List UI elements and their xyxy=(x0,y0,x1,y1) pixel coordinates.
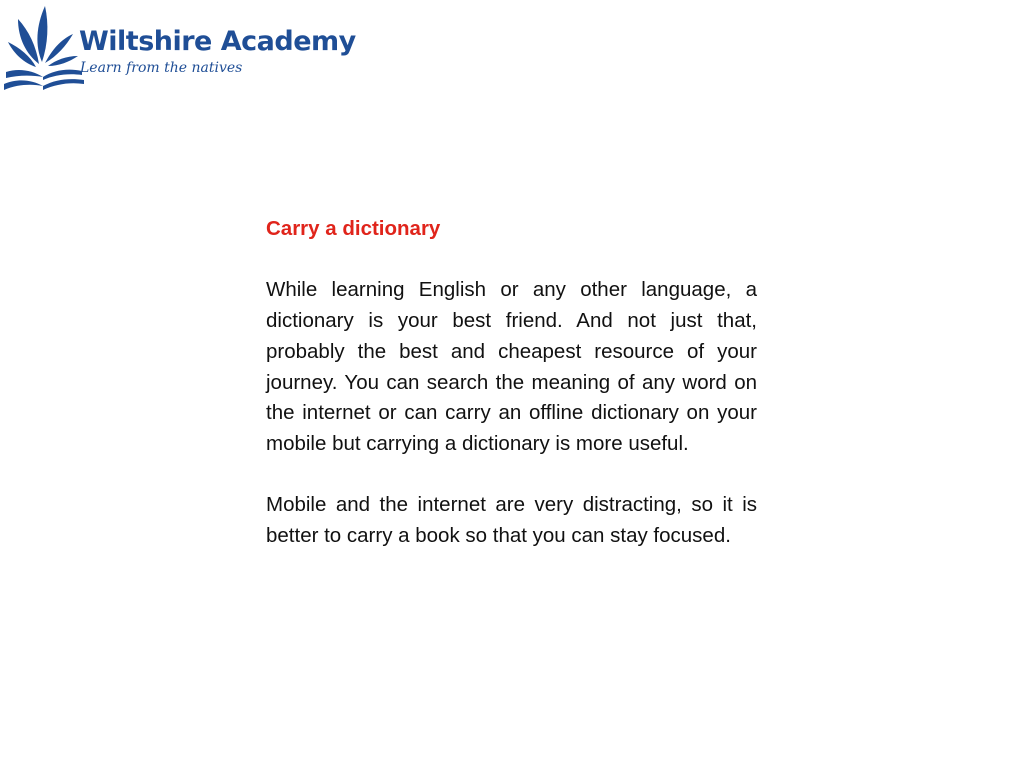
article-heading: Carry a dictionary xyxy=(266,217,441,240)
article-paragraph-2: Mobile and the internet are very distracting, so it is better to carry a book so that you can stay focused. xyxy=(266,493,757,547)
article-paragraph-1: While learning English or any other language, a dictionary is your best friend. And not just that, probably the best and cheapest resource of your journey. You can search the meaning of any word on the internet or can carry an offline dictionary on your mobile but carrying a dictionary is more useful. xyxy=(266,278,757,455)
article xyxy=(266,214,757,552)
book-leaves-icon xyxy=(2,4,86,92)
brand-tagline: Learn from the natives xyxy=(80,60,243,76)
brand-logo xyxy=(2,4,356,92)
brand-name: Wiltshire Academy xyxy=(79,26,356,57)
